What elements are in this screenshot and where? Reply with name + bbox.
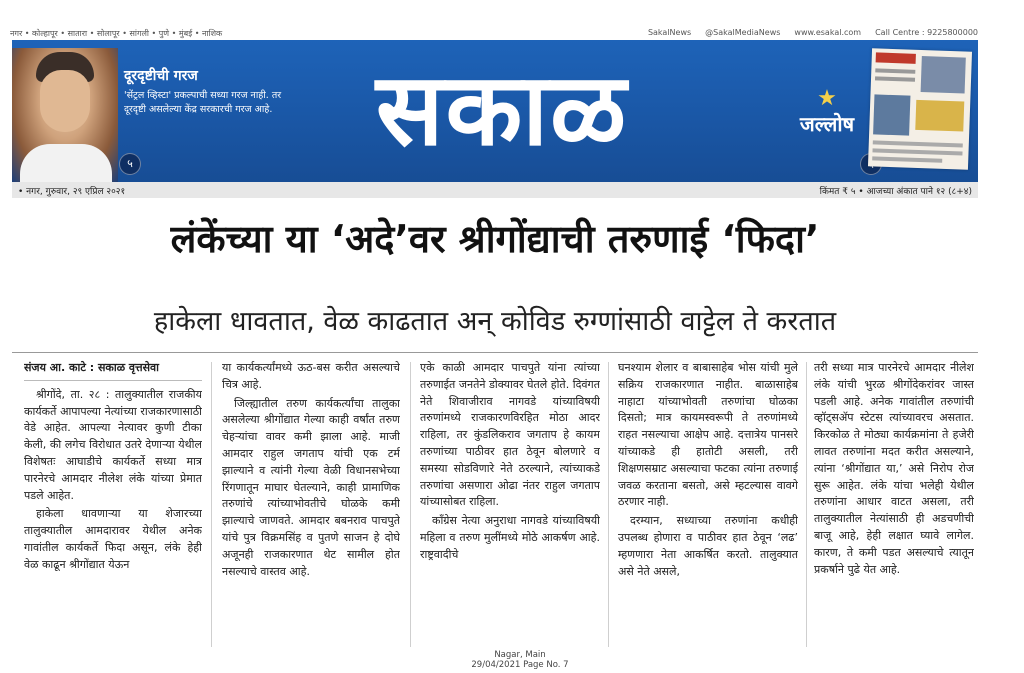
paragraph: काँग्रेस नेत्या अनुराधा नागवडे यांच्याविषयी महिला व तरुण मुलींमध्ये मोठे आकर्षण आहे. राष्ट्रवादीचे bbox=[420, 514, 600, 561]
page-footer bbox=[420, 650, 620, 670]
paragraph: दरम्यान, सध्याच्या तरुणांना कधीही उपलब्ध होणारा व पाठीवर हात ठेवून ‘लढ’ म्हणणारा नेता आकर्षित करतो. तालुक्यात असे नेते असले, bbox=[618, 514, 798, 578]
edition-name: Nagar, Main bbox=[494, 650, 546, 660]
tease-page-number: ५ bbox=[119, 153, 141, 175]
edition-list: नगर • कोल्हापूर • सातारा • सोलापूर • सांगली • पुणे • मुंबई • नाशिक bbox=[10, 29, 223, 38]
byline: संजय आ. काटे : सकाळ वृत्तसेवा bbox=[24, 360, 202, 381]
column-divider bbox=[211, 362, 212, 647]
front-tease bbox=[124, 66, 299, 117]
dateline: • नगर, गुरुवार, २९ एप्रिल २०२१ bbox=[18, 186, 126, 197]
price-info: किंमत ₹ ५ • आजच्या अंकात पाने १२ (८+४) bbox=[819, 186, 972, 197]
paragraph: हाकेला धावणाऱ्या या शेजारच्या तालुक्यातील आमदारावर येथील अनेक गावांतील कार्यकर्ते फिदा असून, लंके हेही वेळ काढून श्रीगोंद्यात येऊन bbox=[24, 507, 202, 571]
paragraph: एके काळी आमदार पाचपुते यांना त्यांच्या तरुणाईत जनतेने डोक्यावर घेतले होते. दिवंगत नेते शिवाजीराव नागवडे यांच्याविषयी तरुणांमध्ये राजकारणविरहित मोठा आदर राहिला, तर कुंडलिकराव जगताप हे कायम तरुणांच्या पाठीवर हात ठेवून बोलणारे व समस्या सोडविणारे नेते ठरल्याने, त्यांच्याकडे तरुणांचा असणारा ओढा नंतर राहुल जगताप यांच्यासोबत राहिला. bbox=[420, 361, 600, 509]
dateline-bar bbox=[12, 182, 978, 198]
headline: लंकेंच्या या ‘अदे’वर श्रीगोंद्याची तरुणाई ‘फिदा’ bbox=[170, 217, 820, 261]
article-column-4 bbox=[618, 360, 798, 650]
supplement-name: जल्लोष bbox=[799, 112, 855, 136]
subheadline: हाकेला धावतात, वेळ काढतात अन् कोविड रुग्णांसाठी वाट्टेल ते करतात bbox=[153, 306, 837, 337]
tease-title: दूरदृष्टीची गरज bbox=[124, 68, 198, 84]
tease-text: 'सेंट्रल व्हिस्टा' प्रकल्पाची सध्या गरज नाही. तर दूरदृष्टी असलेल्या केंद्र सरकारची गरज आहे. bbox=[124, 90, 282, 115]
top-strip bbox=[10, 28, 978, 40]
masthead bbox=[12, 40, 978, 182]
paragraph: तरी सध्या मात्र पारनेरचे आमदार नीलेश लंके यांची भुरळ श्रीगोंदेकरांवर जास्त पडली आहे. अनेक गावांतील तरुणांची व्हॉट्सॲप स्टेटस त्यांच्यावरच असतात. किरकोळ ते मोठ्या कार्यक्रमांना ते हजेरी लावत तरुणांना मदत करीत असल्याने, त्यांना ‘श्रीगोंद्यात या,’ असे निरोप रोज सुरू आहेत. लंके यांचा भलेही येथील तरुणांना आधार वाटत असला, तरी तालुक्यातील नेत्यांसाठी ही अडचणीची बाजू आहे, हेही लक्षात घ्यावे लागेल. कारण, ते कमी पडत असल्याचे त्यातून प्रकर्षाने पुढे येत आहे. bbox=[814, 361, 974, 576]
article-column-3 bbox=[420, 360, 600, 650]
column-divider bbox=[410, 362, 411, 647]
supplement-thumbnail bbox=[868, 48, 972, 169]
star-icon: ★ bbox=[817, 86, 837, 111]
contact-strip bbox=[648, 28, 978, 40]
paragraph: या कार्यकर्त्यांमध्ये ऊठ-बस करीत असल्याचे चित्र आहे. bbox=[222, 361, 400, 391]
supplement-label bbox=[782, 88, 872, 137]
call-centre: Call Centre : 9225800000 bbox=[875, 28, 978, 37]
column-divider bbox=[806, 362, 807, 647]
divider bbox=[12, 352, 978, 353]
article-column-5 bbox=[814, 360, 974, 650]
social-handle: SakalNews bbox=[647, 28, 692, 37]
article-column-2 bbox=[222, 360, 400, 650]
twitter-handle: @SakalMediaNews bbox=[705, 28, 781, 37]
date-page: 29/04/2021 Page No. 7 bbox=[471, 660, 569, 670]
paragraph: जिल्ह्यातील तरुण कार्यकर्त्यांचा तालुका असलेल्या श्रीगोंद्यात गेल्या काही वर्षांत तरुण चेहऱ्यांचा वावर कमी झाला आहे. माजी आमदार राहुल जगताप यांची एक टर्म झाल्याने व त्यांनी गेल्या वेळी विधानसभेच्या रिंगणातून माघार घेतल्याने, काही प्रामाणिक तरुणांचे त्यांच्याभोवतीचे घोळके कमी झाल्याचे जाणवते. आमदार बबनराव पाचपुते यांचे पुत्र विक्रमसिंह व पुतणे साजन हे दोघे अजूनही राजकारणात थेट सामील होत नसल्याचे वास्तव आहे. bbox=[222, 396, 400, 578]
newspaper-logo: सकाळ bbox=[375, 50, 629, 168]
article-column-1 bbox=[24, 360, 202, 650]
paragraph: घनश्याम शेलार व बाबासाहेब भोस यांची मुले सक्रिय राजकारणात नाहीत. बाळासाहेब नाहाटा यांच्याभोवती तरुणांचा घोळका दिसतो; मात्र कायमस्वरूपी ते तरुणांमध्ये राहत नसल्याचा आक्षेप आहे. दत्तात्रेय पानसरे यांच्याकडे ही हातोटी असली, तरी शिक्षणसम्राट असल्याचा फटका त्यांना तरुणाई जवळ करताना बसतो, असे म्हटल्यास वावगे ठरणार नाही. bbox=[618, 361, 798, 509]
paragraph: श्रीगोंदे, ता. २८ : तालुक्यातील राजकीय कार्यकर्ते आपापल्या नेत्यांच्या राजकारणासाठी वेडे आहेत. आपल्या नेत्यावर कुणी टीका केली, की लगेच विरोधात उतरे देणाऱ्या येथील विशेषतः आघाडीचे कार्यकर्ते सध्या मात्र पारनेरचे आमदार नीलेश लंके यांच्या प्रेमात पडले आहेत. bbox=[24, 387, 202, 502]
website: www.esakal.com bbox=[794, 28, 862, 37]
portrait-photo bbox=[12, 48, 118, 182]
column-divider bbox=[608, 362, 609, 647]
